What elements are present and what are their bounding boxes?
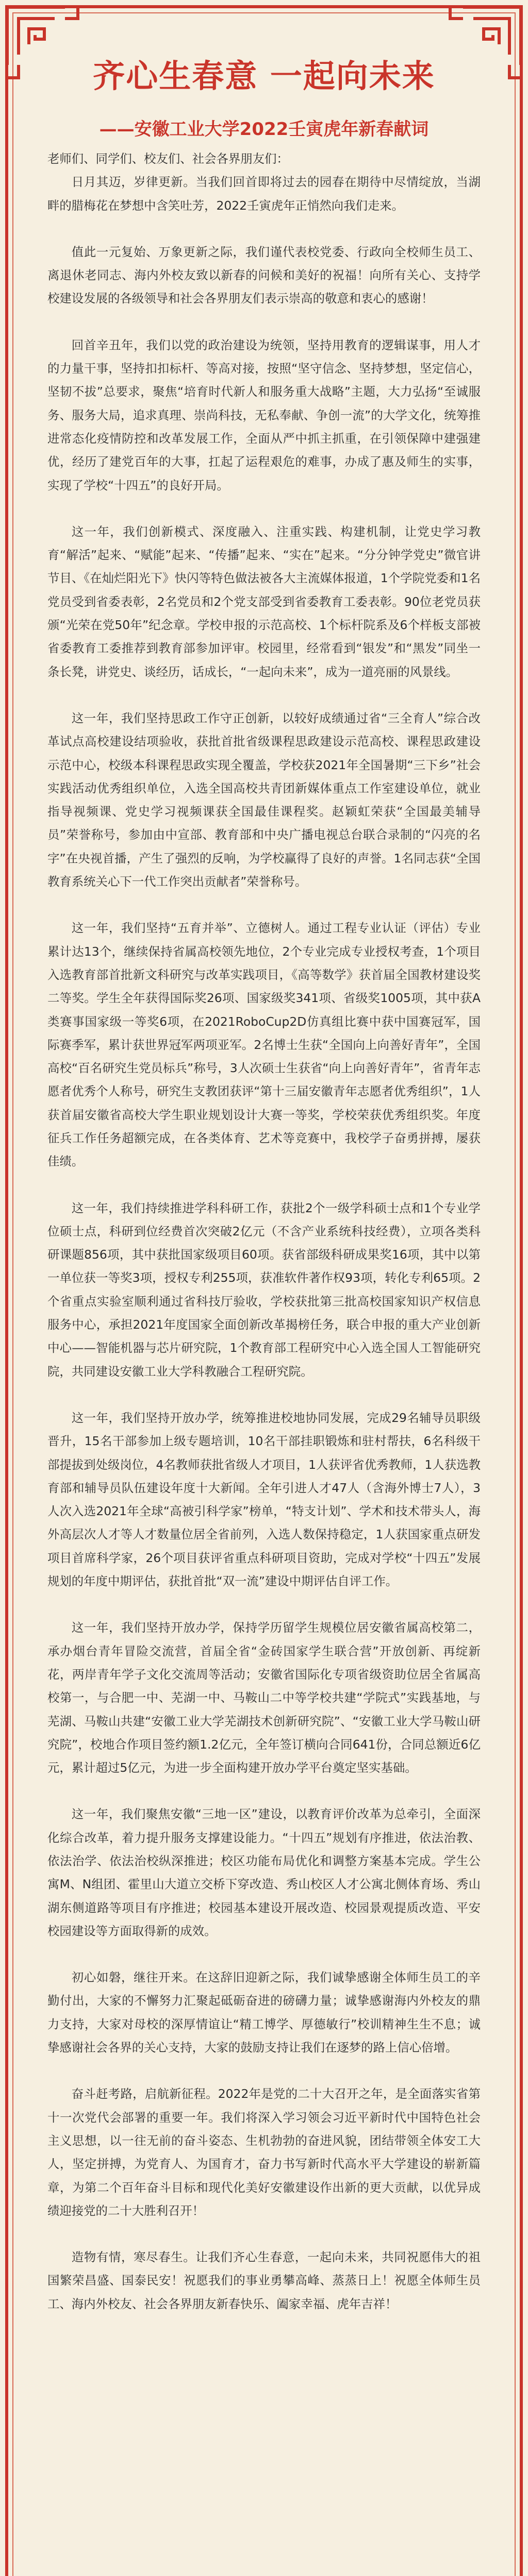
page-title: 齐心生春意 一起向未来 [93,57,435,95]
greeting: 老师们、同学们、校友们、社会各界朋友们： [47,151,289,166]
paragraph: 日月其迈，岁律更新。当我们回首即将过去的园春在期待中尽情绽放，当湖畔的腊梅花在梦想中含笑吐芳，2022壬寅虎年正悄然向我们走来。 [47,175,481,213]
paragraph: 这一年，我们创新模式、深度融入、注重实践、构建机制，让党史学习教育“解活”起来、“赋能”起来、“传播”起来、“实在”起来。“分分钟学党史”微官讲节目、《在灿烂阳光下》快闪等特色做法被各大主流媒体报道，1个学院党委和1名党员受到省委表彰，2名党员和2个党支部受到省委教育工委表彰。90位老党员获颁“光荣在党50年”纪念章。学校申报的示范高校、1个标杆院系及6个样板支部被省委教育工委推荐到教育部参加评审。校园里，经常看到“银发”和“黑发”同坐一条长凳，讲党史、谈经历，话成长，“一起向未来”，成为一道亮丽的风景线。 [47,524,481,679]
page-subtitle: ——安徽工业大学2022壬寅虎年新春献词 [99,119,429,140]
paragraph: 奋斗赶考路，启航新征程。2022年是党的二十大召开之年，是全面落实省第十一次党代会部署的重要一年。我们将深入学习领会习近平新时代中国特色社会主义思想，以一往无前的奋斗姿态、生机勃勃的奋进风貌，团结带领全体安工大人，坚定拼搏，为党育人、为国育才，奋力书写新时代高水平大学建设的崭新篇章，为第二个百年奋斗目标和现代化美好安徽建设作出新的更大贡献，以优异成绩迎接党的二十大胜利召开！ [47,2087,481,2218]
paragraph: 值此一元复始、万象更新之际，我们谨代表校党委、行政向全校师生员工、离退休老同志、海内外校友致以新春的问候和美好的祝福！向所有关心、支持学校建设发展的各级领导和社会各界朋友们表示崇高的敬意和衷心的感谢！ [47,244,481,306]
paragraph: 造物有情，寒尽春生。让我们齐心生春意，一起向未来，共同祝愿伟大的祖国繁荣昌盛、国泰民安！祝愿我们的事业勇攀高峰、蒸蒸日上！祝愿全体师生员工、海内外校友、社会各界朋友新春快乐、阖家幸福、虎年吉祥！ [47,2250,481,2311]
paragraph: 回首辛丑年，我们以党的政治建设为统领，坚持用教育的逻辑谋事，用人才的力量干事，坚持扣扣标杆、等高对接，按照“坚守信念、坚持梦想，坚定信心，坚韧不拔”总要求，聚焦“培育时代新人和服务重大战略”主题，大力弘扬“至诚服务、服务大局，追求真理、崇尚科技，无私奉献、争创一流”的大学文化，统筹推进常态化疫情防控和改革发展工作，全面从严中抓主抓重，在引领保障中建强建优，经历了建党百年的大事，扛起了运程艰危的难事，办成了惠及师生的实事，实现了学校“十四五”的良好开局。 [47,337,481,493]
paragraph-list [47,171,481,2316]
paragraph: 这一年，我们坚持开放办学，保持学历留学生规模位居安徽省属高校第二，承办烟台青年冒险交流营，首届全省“金砖国家学生联合营”开放创新、再绽新花，两岸青年学子文化交流周等活动；安徽省国际化专项省级资助位居全省属高校第一，与合肥一中、芜湖一中、马鞍山二中等学校共建“学院式”实践基地，与芜湖、马鞍山共建“安徽工业大学芜湖技术创新研究院”、“安徽工业大学马鞍山研究院”，校地合作项目签约额1.2亿元，全年签订横向合同641份，合同总额近6亿元，累计超过5亿元，为进一步全面构建开放办学平台奠定坚实基础。 [47,1620,481,1775]
paragraph: 初心如磐，继往开来。在这辞旧迎新之际，我们诚挚感谢全体师生员工的辛勤付出，大家的不懈努力汇聚起砥砺奋进的磅礴力量；诚挚感谢海内外校友的鼎力支持，大家对母校的深厚情谊让“精工博学、厚德敏行”校训精神生生不息；诚挚感谢社会各界的关心支持，大家的鼓励支持让我们在逐梦的路上信心倍增。 [47,1970,481,2055]
paragraph: 这一年，我们持续推进学科科研工作，获批2个一级学科硕士点和1个专业学位硕士点，科研到位经费首次突破2亿元（不含产业系统科技经费），立项各类科研课题856项，其中获批国家级项目60项。获省部级科研成果奖16项，其中以第一单位获一等奖3项，授权专利255项，获准软件著作权93项，转化专利65项。2个省重点实验室顺利通过省科技厅验收，学校获批第三批高校国家知识产权信息服务中心，承担2021年度国家全面创新改革揭榜任务，联合申报的重大产业创新中心——智能机器与芯片研究院，1个教育部工程研究中心入选全国人工智能研究院，共同建设安徽工业大学科教融合工程研究院。 [47,1200,481,1379]
paragraph: 这一年，我们聚焦安徽“三地一区”建设，以教育评价改革为总牵引，全面深化综合改革，着力提升服务支撑建设能力。“十四五”规划有序推进，依法治教、依法治学、依法治校纵深推进；校区功能布局优化和调整方案基本完成。学生公寓M、N组团、霍里山大道立交桥下穿改造、秀山校区人才公寓北侧体育场、秀山湖东侧道路等项目有序推进；校园基本建设开展改造、校园景观提质改造、平安校园建设等方面取得新的成效。 [47,1807,481,1938]
paragraph: 这一年，我们坚持思政工作守正创新，以较好成绩通过省“三全育人”综合改革试点高校建设结项验收，获批首批省级课程思政建设示范高校、课程思政建设示范中心，校级本科课程思政实现全覆盖，学校获2021年全国暑期“三下乡”社会实践活动优秀组织单位，入选全国高校共青团新媒体重点工作室建设单位，就业指导视频课、党史学习视频课获全国最佳课程奖。赵颖虹荣获“全国最美辅导员”荣誉称号，参加由中宣部、教育部和中央广播电视总台联合录制的“闪亮的名字”在央视首播，产生了强烈的反响，为学校赢得了良好的声誉。1名同志获“全国教育系统关心下一代工作突出贡献者”荣誉称号。 [47,710,481,889]
header [0,50,528,140]
paragraph: 这一年，我们坚持“五育并举”、立德树人。通过工程专业认证（评估）专业累计达13个，继续保持省属高校领先地位，2个专业完成专业授权考查，1个项目入选教育部首批新文科研究与改革实践项目，《高等数学》获首届全国教材建设奖二等奖。学生全年获得国际奖26项、国家级奖341项、省级奖1005项，其中获A类赛事国家级一等奖6项，在2021RoboCup2D仿真组比赛中获中国赛冠军，国际赛季军，累计获世界冠军两项亚军。2名博士生获“全国向上向善好青年”，全国高校“百名研究生党员标兵”称号，3人次硕士生获省“向上向善好青年”，省青年志愿者优秀个人称号，研究生支教团获评“第十三届安徽青年志愿者优秀组织”，1人获首届安徽省高校大学生职业规划设计大赛一等奖，学校荣获优秀组织奖。年度征兵工作任务超额完成，在各类体育、艺术等竞赛中，我校学子奋勇拼搏，屡获佳绩。 [47,921,481,1169]
paragraph: 这一年，我们坚持开放办学，统筹推进校地协同发展，完成29名辅导员职级晋升，15名干部参加上级专题培训，10名干部挂职锻炼和驻村帮扶，6名科级干部提拔到处级岗位，4名教师获批省级人才项目，1人获评省优秀教师，1人获选教育部和辅导员队伍建设年度十大新闻。全年引进人才47人（含海外博士7人），3人次入选2021年全球“高被引科学家”榜单，“特支计划”、学术和技术带头人，海外高层次人才等人才数量位居全省前列，入选人数保持稳定，1人获国家重点研发项目首席科学家，26个项目获评省重点科研项目资助，完成对学校“十四五”发展规划的年度中期评估，获批首批“双一流”建设中期评估自评工作。 [47,1410,481,1589]
letter-body [47,147,481,2339]
